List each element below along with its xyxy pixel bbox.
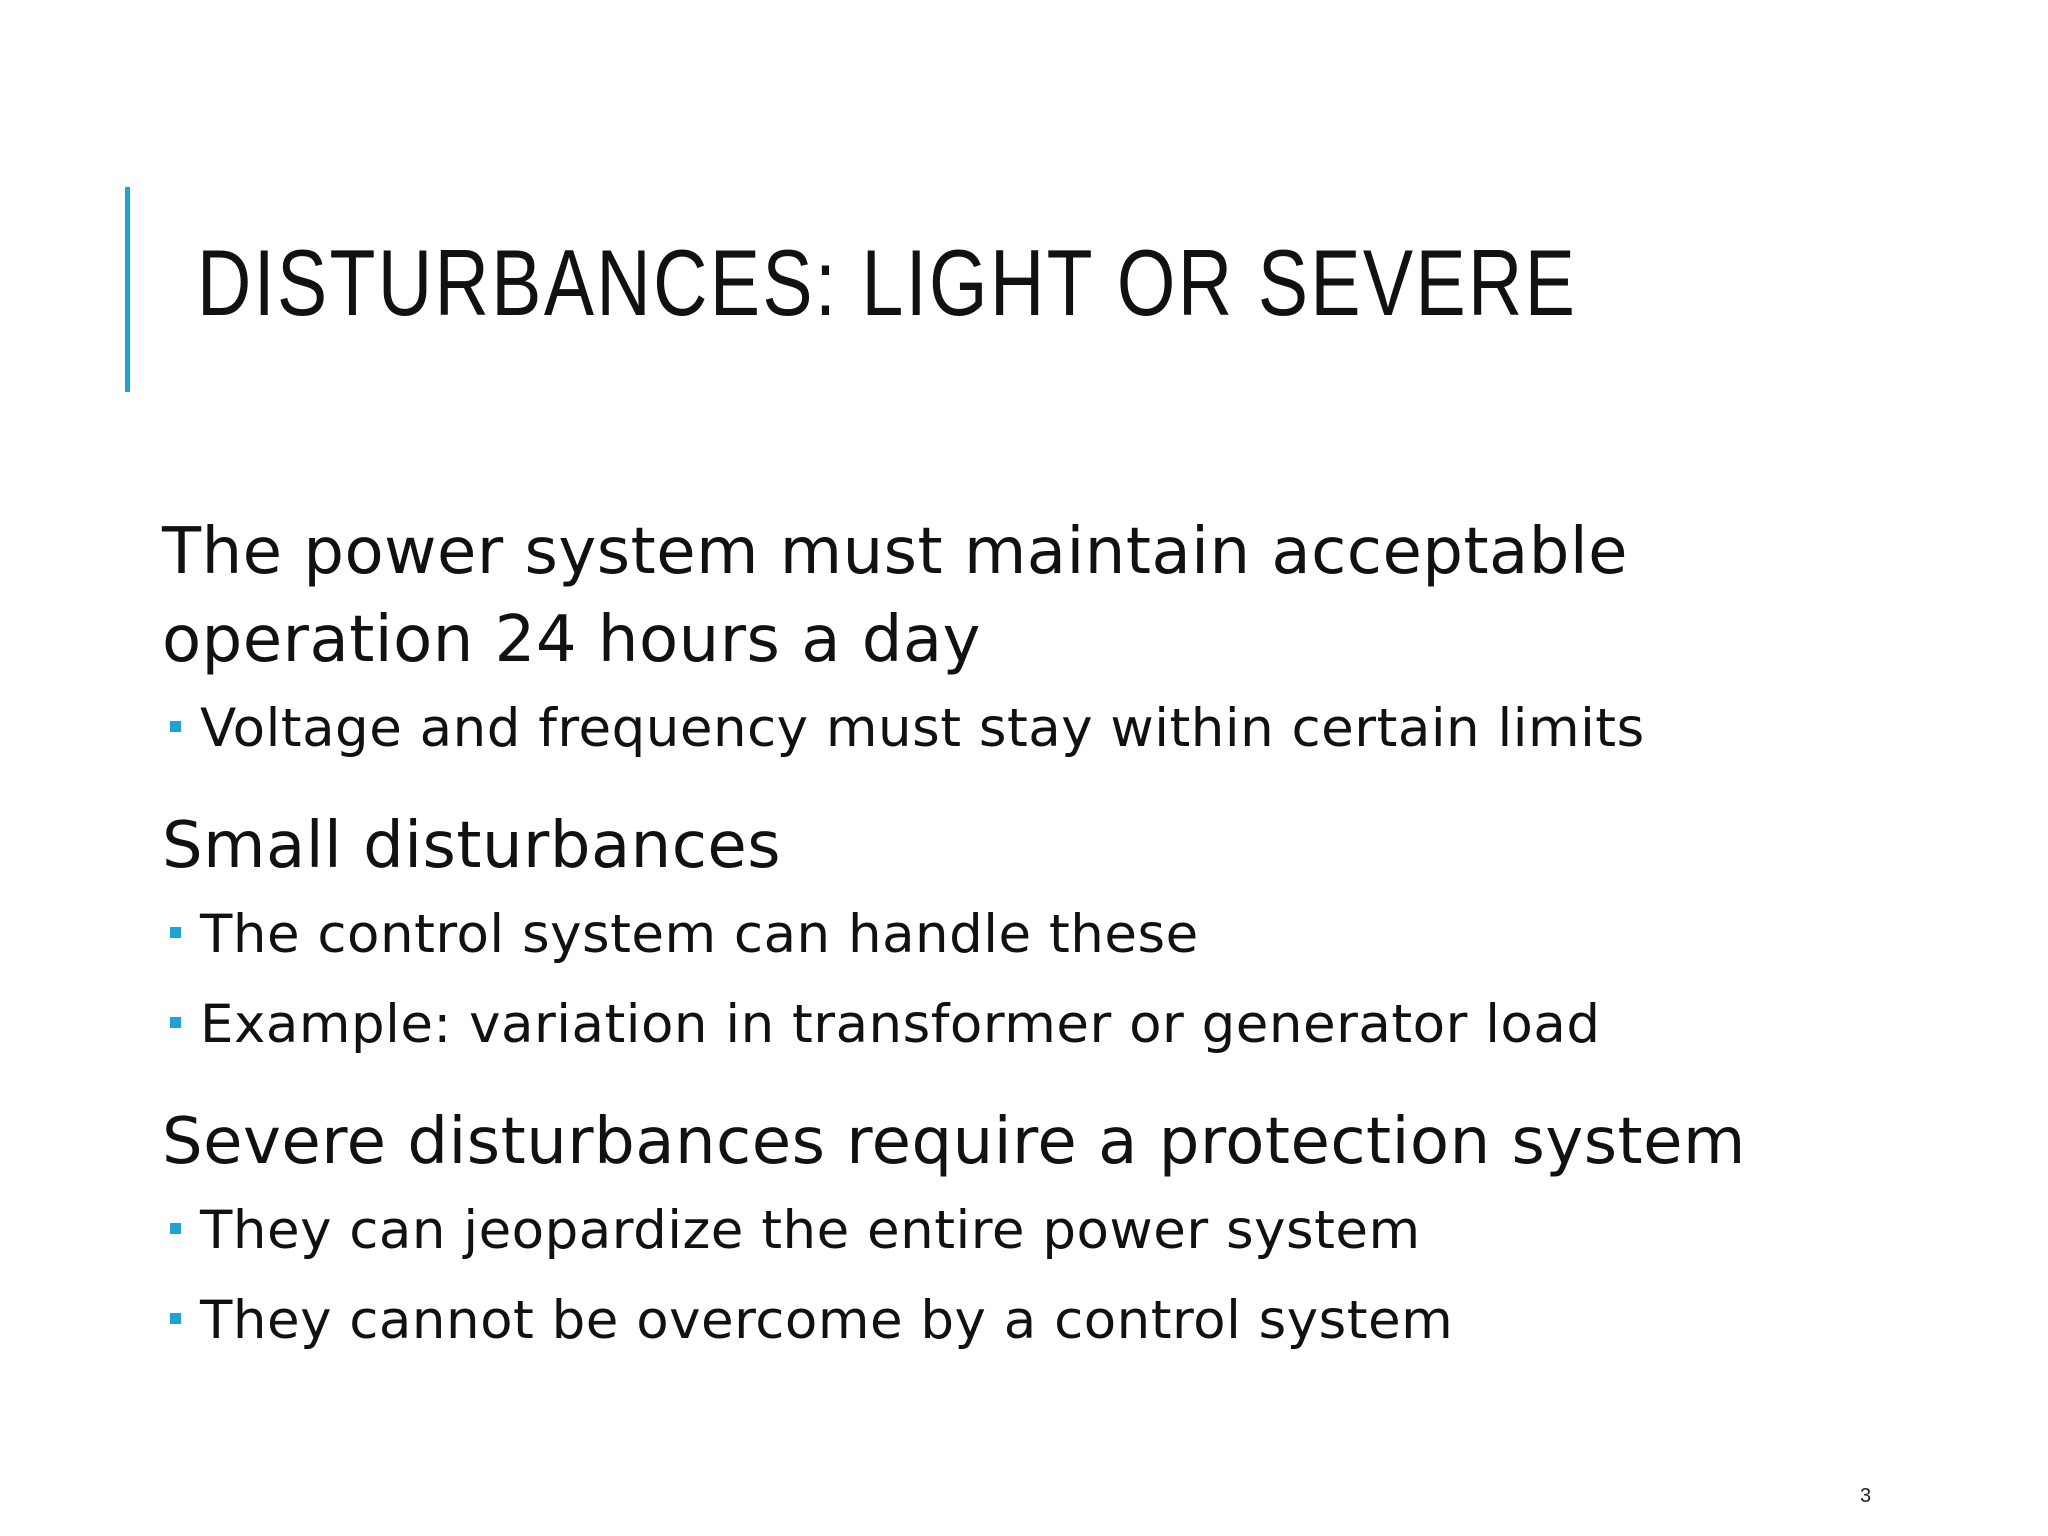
bullet-text: The control system can handle these — [200, 904, 1199, 965]
bullet-item — [162, 1186, 1922, 1276]
slide-content — [162, 508, 1922, 1366]
bullet-text: Example: variation in transformer or generator load — [200, 994, 1601, 1055]
slide-title: DISTURBANCES: LIGHT OR SEVERE — [197, 230, 1578, 335]
section-heading: Small disturbances — [162, 809, 782, 883]
bullet-item — [162, 980, 1922, 1070]
title-accent-bar — [125, 187, 130, 392]
bullet-text: They cannot be overcome by a control system — [200, 1290, 1454, 1351]
page-number: 3 — [1860, 1485, 1872, 1507]
section-heading: Severe disturbances require a protection system — [162, 1105, 1746, 1179]
bullet-text: Voltage and frequency must stay within certain limits — [200, 698, 1645, 759]
bullet-list — [162, 1186, 1922, 1366]
bullet-item — [162, 890, 1922, 980]
section-heading: The power system must maintain acceptable operation 24 hours a day — [162, 515, 1629, 677]
square-bullet-icon — [170, 1313, 181, 1324]
bullet-item — [162, 684, 1922, 774]
bullet-item — [162, 1276, 1922, 1366]
square-bullet-icon — [170, 1017, 181, 1028]
square-bullet-icon — [170, 721, 181, 732]
bullet-list — [162, 684, 1922, 774]
bullet-list — [162, 890, 1922, 1070]
square-bullet-icon — [170, 927, 181, 938]
square-bullet-icon — [170, 1223, 181, 1234]
bullet-text: They can jeopardize the entire power system — [200, 1200, 1421, 1261]
